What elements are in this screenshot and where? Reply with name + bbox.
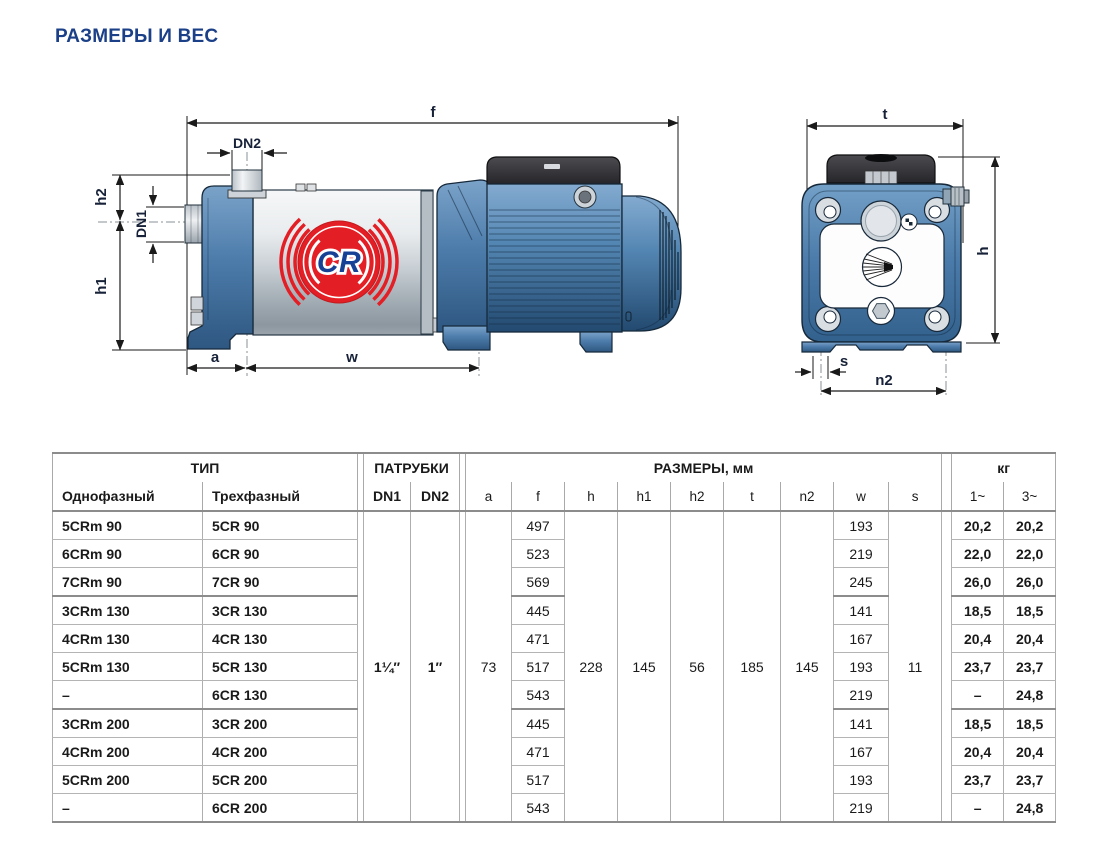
- dimension-t: [807, 106, 963, 126]
- cell-kg3: 23,7: [1004, 653, 1056, 681]
- cell-single: 3CRm 200: [53, 709, 203, 738]
- section-gap: [942, 511, 952, 822]
- rear-bracket: [437, 180, 490, 350]
- pump-rear-view: [795, 106, 1000, 398]
- cell-dn1-shared: 1¼″: [364, 511, 411, 822]
- cell-kg3: 20,2: [1004, 511, 1056, 540]
- cell-w: 193: [834, 766, 889, 794]
- cell-single: –: [53, 681, 203, 710]
- cell-single: 5CRm 90: [53, 511, 203, 540]
- cell-f: 517: [512, 653, 565, 681]
- col-header-kg3: 3~: [1004, 482, 1056, 511]
- drain-bolt: [868, 298, 895, 325]
- cell-single: 4CRm 200: [53, 738, 203, 766]
- cell-three: 5CR 130: [203, 653, 358, 681]
- cell-kg1: 18,5: [952, 596, 1004, 625]
- cell-single: 5CRm 130: [53, 653, 203, 681]
- cell-single: 7CRm 90: [53, 568, 203, 597]
- terminal-box-side: [487, 157, 620, 184]
- discharge-port: [228, 170, 266, 198]
- cell-three: 6CR 200: [203, 794, 358, 823]
- dimension-a-w: [187, 349, 479, 368]
- group-header-dimensions: РАЗМЕРЫ, мм: [466, 453, 942, 482]
- cell-three: 5CR 200: [203, 766, 358, 794]
- cell-kg3: 22,0: [1004, 540, 1056, 568]
- bolt-hole: [816, 307, 841, 332]
- group-header-ports: ПАТРУБКИ: [364, 453, 460, 482]
- cell-w: 193: [834, 653, 889, 681]
- cell-three: 4CR 200: [203, 738, 358, 766]
- cell-kg3: 24,8: [1004, 681, 1056, 710]
- col-header-single-phase: Однофазный: [53, 482, 203, 511]
- dimension-dn1: [133, 186, 153, 263]
- bolt-hole: [925, 307, 950, 332]
- cell-kg1: 20,2: [952, 511, 1004, 540]
- col-header-t: t: [724, 482, 781, 511]
- motor: [487, 157, 622, 352]
- cell-single: –: [53, 794, 203, 823]
- cell-t-shared: 185: [724, 511, 781, 822]
- cell-three: 3CR 130: [203, 596, 358, 625]
- col-header-w: w: [834, 482, 889, 511]
- cell-three: 6CR 130: [203, 681, 358, 710]
- cell-three: 6CR 90: [203, 540, 358, 568]
- cell-f: 471: [512, 625, 565, 653]
- cell-w: 167: [834, 738, 889, 766]
- dim-label-w: w: [346, 349, 358, 366]
- cell-kg1: 22,0: [952, 540, 1004, 568]
- terminal-box-rear: [827, 154, 935, 184]
- col-header-f: f: [512, 482, 565, 511]
- cell-kg1: 26,0: [952, 568, 1004, 597]
- cell-f: 569: [512, 568, 565, 597]
- cell-f: 517: [512, 766, 565, 794]
- cell-kg1: 20,4: [952, 625, 1004, 653]
- cell-kg3: 23,7: [1004, 766, 1056, 794]
- col-header-h1: h1: [618, 482, 671, 511]
- cell-n2-shared: 145: [781, 511, 834, 822]
- fan-window: [863, 248, 902, 287]
- col-header-h: h: [565, 482, 618, 511]
- cell-single: 4CRm 130: [53, 625, 203, 653]
- motor-rear-body: [802, 184, 969, 352]
- dim-label-a: a: [210, 349, 220, 366]
- dim-label-f: f: [430, 104, 436, 121]
- dim-label-n2: n2: [875, 372, 893, 389]
- cell-a-shared: 73: [466, 511, 512, 822]
- dimension-s: [795, 353, 848, 379]
- fan-cover: [622, 196, 681, 331]
- group-header-type: ТИП: [53, 453, 358, 482]
- cell-kg3: 20,4: [1004, 625, 1056, 653]
- dim-label-s: s: [839, 353, 849, 370]
- cell-w: 219: [834, 681, 889, 710]
- pump-side-view: [93, 104, 681, 376]
- cell-kg1: 20,4: [952, 738, 1004, 766]
- cell-w: 141: [834, 709, 889, 738]
- cell-f: 445: [512, 709, 565, 738]
- col-header-s: s: [889, 482, 942, 511]
- col-header-dn1: DN1: [364, 482, 411, 511]
- cr-logo: [281, 204, 397, 320]
- cell-f: 523: [512, 540, 565, 568]
- cell-three: 5CR 90: [203, 511, 358, 540]
- cell-h-shared: 228: [565, 511, 618, 822]
- cr-logo-text: CR: [316, 246, 362, 279]
- cell-w: 219: [834, 794, 889, 823]
- dimension-h: [975, 157, 995, 343]
- cell-f: 471: [512, 738, 565, 766]
- dimension-n2: [821, 372, 946, 391]
- dim-label-h1: h1: [93, 277, 110, 295]
- bolt-hole: [816, 198, 841, 223]
- vent-tab: [296, 184, 305, 191]
- dimension-f: [187, 104, 678, 123]
- cell-w: 141: [834, 596, 889, 625]
- dim-label-dn1: DN1: [133, 209, 149, 239]
- vent-tab: [307, 184, 316, 191]
- dim-label-h2: h2: [93, 188, 110, 206]
- cell-kg1: –: [952, 681, 1004, 710]
- col-header-a: a: [466, 482, 512, 511]
- dim-label-dn2: DN2: [232, 135, 262, 151]
- cell-single: 3CRm 130: [53, 596, 203, 625]
- rotation-marker: [901, 214, 917, 230]
- dim-label-t: t: [882, 106, 888, 123]
- motor-foot: [580, 332, 612, 352]
- cell-dn2-shared: 1″: [411, 511, 460, 822]
- group-header-weight: кг: [952, 453, 1056, 482]
- cell-s-shared: 11: [889, 511, 942, 822]
- cell-kg1: 23,7: [952, 653, 1004, 681]
- cell-w: 219: [834, 540, 889, 568]
- cell-three: 4CR 130: [203, 625, 358, 653]
- cell-w: 193: [834, 511, 889, 540]
- cell-h2-shared: 56: [671, 511, 724, 822]
- col-header-n2: n2: [781, 482, 834, 511]
- cell-kg1: 18,5: [952, 709, 1004, 738]
- cell-kg1: 23,7: [952, 766, 1004, 794]
- table-row: [53, 511, 1056, 540]
- cell-w: 167: [834, 625, 889, 653]
- cell-f: 543: [512, 794, 565, 823]
- cell-h1-shared: 145: [618, 511, 671, 822]
- cell-three: 3CR 200: [203, 709, 358, 738]
- col-header-h2: h2: [671, 482, 724, 511]
- page-title: РАЗМЕРЫ И ВЕС: [55, 26, 219, 47]
- cell-three: 7CR 90: [203, 568, 358, 597]
- cell-f: 445: [512, 596, 565, 625]
- cable-gland: [943, 187, 969, 206]
- cell-w: 245: [834, 568, 889, 597]
- cell-f: 497: [512, 511, 565, 540]
- cell-single: 6CRm 90: [53, 540, 203, 568]
- cell-kg3: 26,0: [1004, 568, 1056, 597]
- motor-feet: [802, 342, 961, 352]
- cell-single: 5CRm 200: [53, 766, 203, 794]
- cell-kg3: 24,8: [1004, 794, 1056, 823]
- dim-label-h: h: [975, 246, 992, 256]
- cell-kg1: –: [952, 794, 1004, 823]
- col-header-three-phase: Трехфазный: [203, 482, 358, 511]
- cell-kg3: 20,4: [1004, 738, 1056, 766]
- terminal-box-slot: [544, 164, 560, 169]
- dimension-h2-h1: [93, 175, 120, 350]
- section-gap: [942, 453, 952, 511]
- dimensions-table: [52, 452, 1056, 823]
- cell-f: 543: [512, 681, 565, 710]
- col-header-kg1: 1~: [952, 482, 1004, 511]
- col-header-dn2: DN2: [411, 482, 460, 511]
- cell-kg3: 18,5: [1004, 709, 1056, 738]
- cell-kg3: 18,5: [1004, 596, 1056, 625]
